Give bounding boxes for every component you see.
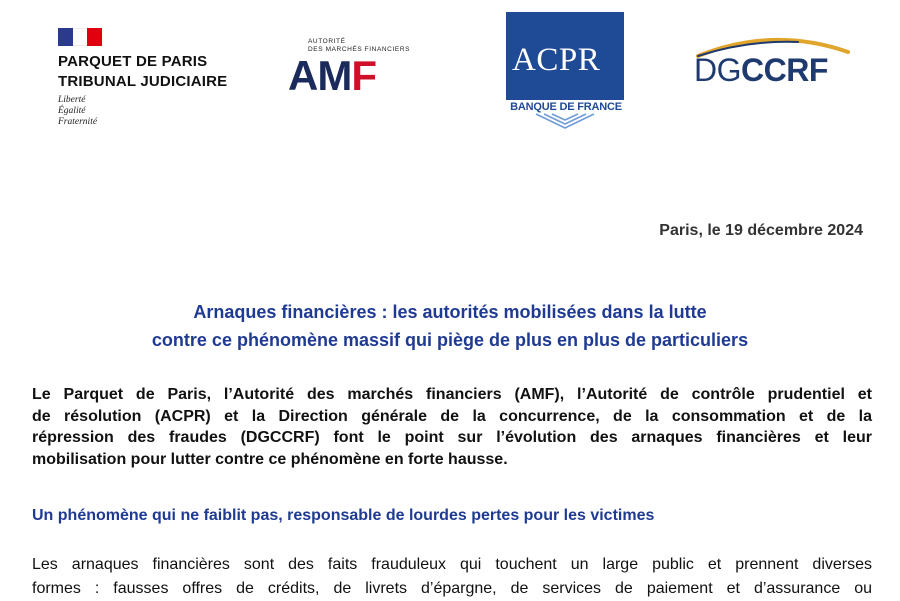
intro-paragraph	[32, 384, 872, 470]
intro-line: répression des fraudes (DGCCRF) font le point sur l’évolution des arnaques financières et leur	[32, 429, 872, 446]
body-line: Les arnaques financières sont des faits frauduleux qui touchent un large public et prennent diverses	[32, 556, 872, 573]
section-heading: Un phénomène qui ne faiblit pas, responsable de lourdes pertes pour les victimes	[32, 507, 655, 524]
press-release-title	[0, 298, 900, 354]
motto-egalite: Égalité	[58, 106, 86, 116]
body-line: formes : fausses offres de crédits, de livrets d’épargne, de services de paiement et d’assurance ou	[32, 580, 872, 597]
intro-line: de résolution (ACPR) et la Direction générale de la concurrence, de la consommation et de la	[32, 407, 872, 425]
intro-line: Le Parquet de Paris, l’Autorité des marchés financiers (AMF), l’Autorité de contrôle prudentiel et	[32, 386, 872, 403]
title-line-2: contre ce phénomène massif qui piège de plus en plus de particuliers	[151, 330, 749, 350]
parquet-de-paris-logo	[58, 28, 248, 128]
acpr-logo-box	[506, 12, 624, 100]
amf-logo	[288, 38, 438, 98]
body-paragraph	[32, 553, 872, 601]
dgccrf-logo-word: DGCCRF	[694, 52, 828, 88]
amf-logo-small-line1: AUTORITÉ	[308, 38, 346, 45]
parquet-logo-line2: TRIBUNAL JUDICIAIRE	[58, 73, 228, 90]
motto-liberte: Liberté	[58, 95, 86, 105]
acpr-waves-icon	[506, 100, 624, 130]
parquet-logo-line1: PARQUET DE PARIS	[58, 53, 208, 70]
amf-logo-wordmark: AMF	[288, 52, 376, 99]
motto-fraternite: Fraternité	[58, 117, 98, 127]
dgccrf-logo	[688, 30, 858, 100]
acpr-logo	[506, 12, 626, 130]
intro-line: mobilisation pour lutter contre ce phénomène en forte hausse.	[32, 450, 508, 468]
republic-motto	[58, 95, 248, 128]
header-logos	[0, 0, 900, 150]
french-flag-icon	[58, 28, 102, 46]
acpr-logo-subtitle: BANQUE DE FRANCE	[510, 101, 622, 113]
amf-logo-small-line2: DES MARCHÉS FINANCIERS	[308, 46, 411, 53]
acpr-logo-word: ACPR	[512, 42, 601, 78]
press-release-date: Paris, le 19 décembre 2024	[659, 222, 863, 239]
title-line-1: Arnaques financières : les autorités mobilisées dans la lutte	[193, 302, 707, 322]
